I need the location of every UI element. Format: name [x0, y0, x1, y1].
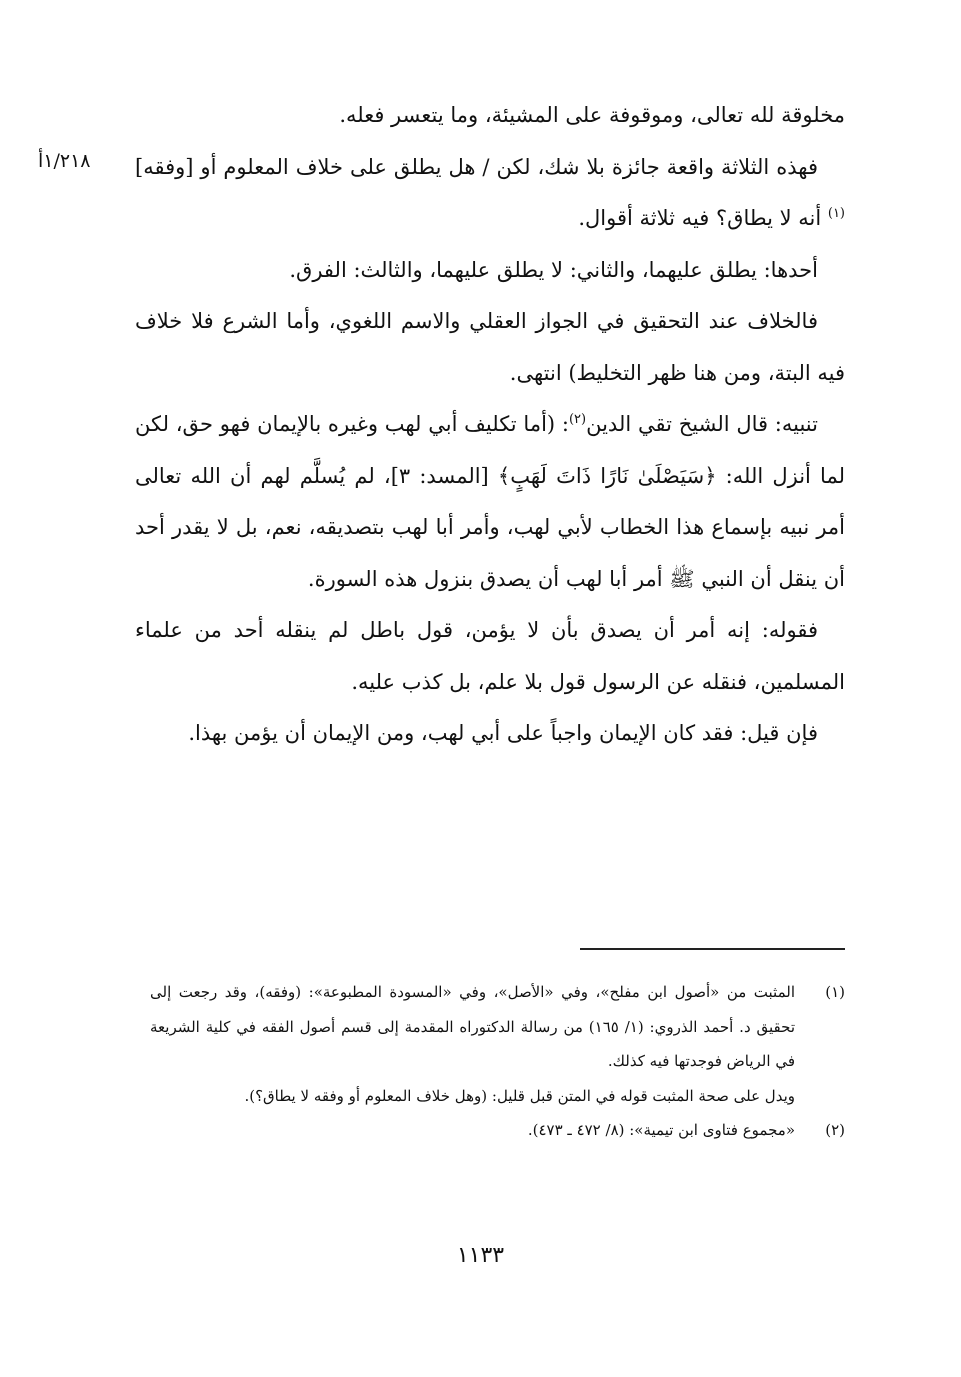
footnotes: [150, 975, 845, 1148]
footnote-separator: [580, 948, 845, 950]
footnote-body: [150, 975, 795, 1113]
paragraph-6: فقوله: إنه أمر أن يصدق بأن لا يؤمن، قول باطل لم ينقله أحد من علماء المسلمين، فنقله عن الرسول قول بلا علم، بل كذب عليه.: [135, 618, 845, 694]
manuscript-folio-note: ١/٢١٨أ: [38, 150, 91, 172]
footnote-body: [150, 1113, 795, 1148]
paragraph-4: فالخلاف عند التحقيق في الجواز العقلي والاسم اللغوي، وأما الشرع فلا خلاف فيه البتة، ومن هنا ظهر التخليط) انتهى.: [135, 309, 845, 385]
footnote-ref-1[interactable]: (١): [827, 206, 845, 221]
footnote-number: (١): [825, 983, 845, 1001]
paragraph-5-text-a: تنبيه: قال الشيخ تقي الدين: [586, 412, 818, 436]
footnote-number: (٢): [825, 1121, 845, 1139]
paragraph-2-text-b: أنه لا يطاق؟ فيه ثلاثة أقوال.: [578, 206, 828, 230]
footnote-text: ويدل على صحة المثبت قوله في المتن قبل قليل: (وهل خلاف المعلوم أو وفقه لا يطاق؟).: [244, 1086, 795, 1105]
page-number: ١١٣٣: [456, 1243, 505, 1268]
paragraph-7: فإن قيل: فقد كان الإيمان واجباً على أبي لهب، ومن الإيمان أن يؤمن بهذا.: [188, 721, 818, 745]
paragraph-2-text-a: فهذه الثلاثة واقعة جائزة بلا شك، لكن / هل يطلق على خلاف المعلوم أو [وفقه]: [135, 154, 818, 179]
paragraph-5-text-b: : (أما تكليف أبي لهب وغيره بالإيمان فهو حق، لكن لما أنزل الله: ﴿سَيَصْلَىٰ نَارًا ذَاتَ لَهَبٍ﴾ [المسد: ٣]، لم يُسلَّم لهم أن الله تعالى أمر نبيه بإسماع هذا الخطاب لأبي لهب، وأمر أبا لهب بتصديقه، نعم، بل لا يقدر أحد أن ينقل أن النبي ﷺ أمر أبا لهب أن يصدق بنزول هذه السورة.: [135, 412, 845, 591]
footnote-text: المثبت من «أصول ابن مفلح»، وفي «الأصل»، وفي «المسودة المطبوعة»: (وفقه)، وقد رجعت إلى تحقيق د. أحمد الذروي: (١/ ١٦٥) من رسالة الدكتوراه المقدمة إلى قسم أصول الفقه في كلية الشريعة في الرياض فوجدتها فيه كذلك.: [150, 983, 795, 1070]
paragraph-2: [135, 142, 845, 245]
paragraph-3: أحدها: يطلق عليهما، والثاني: لا يطلق عليهما، والثالث: الفرق.: [289, 257, 818, 282]
paragraph-5: [135, 399, 845, 605]
paragraph-1: مخلوقة لله تعالى، وموقوفة على المشيئة، وما يتعسر فعله.: [339, 103, 845, 127]
footnote-2: [150, 1113, 845, 1148]
main-text: [135, 90, 845, 760]
footnote-ref-2[interactable]: (٢): [568, 412, 587, 427]
footnote-1: [150, 975, 845, 1113]
footnote-text: «مجموع فتاوى ابن تيمية»: (٨/ ٤٧٢ ـ ٤٧٣).: [527, 1121, 795, 1139]
